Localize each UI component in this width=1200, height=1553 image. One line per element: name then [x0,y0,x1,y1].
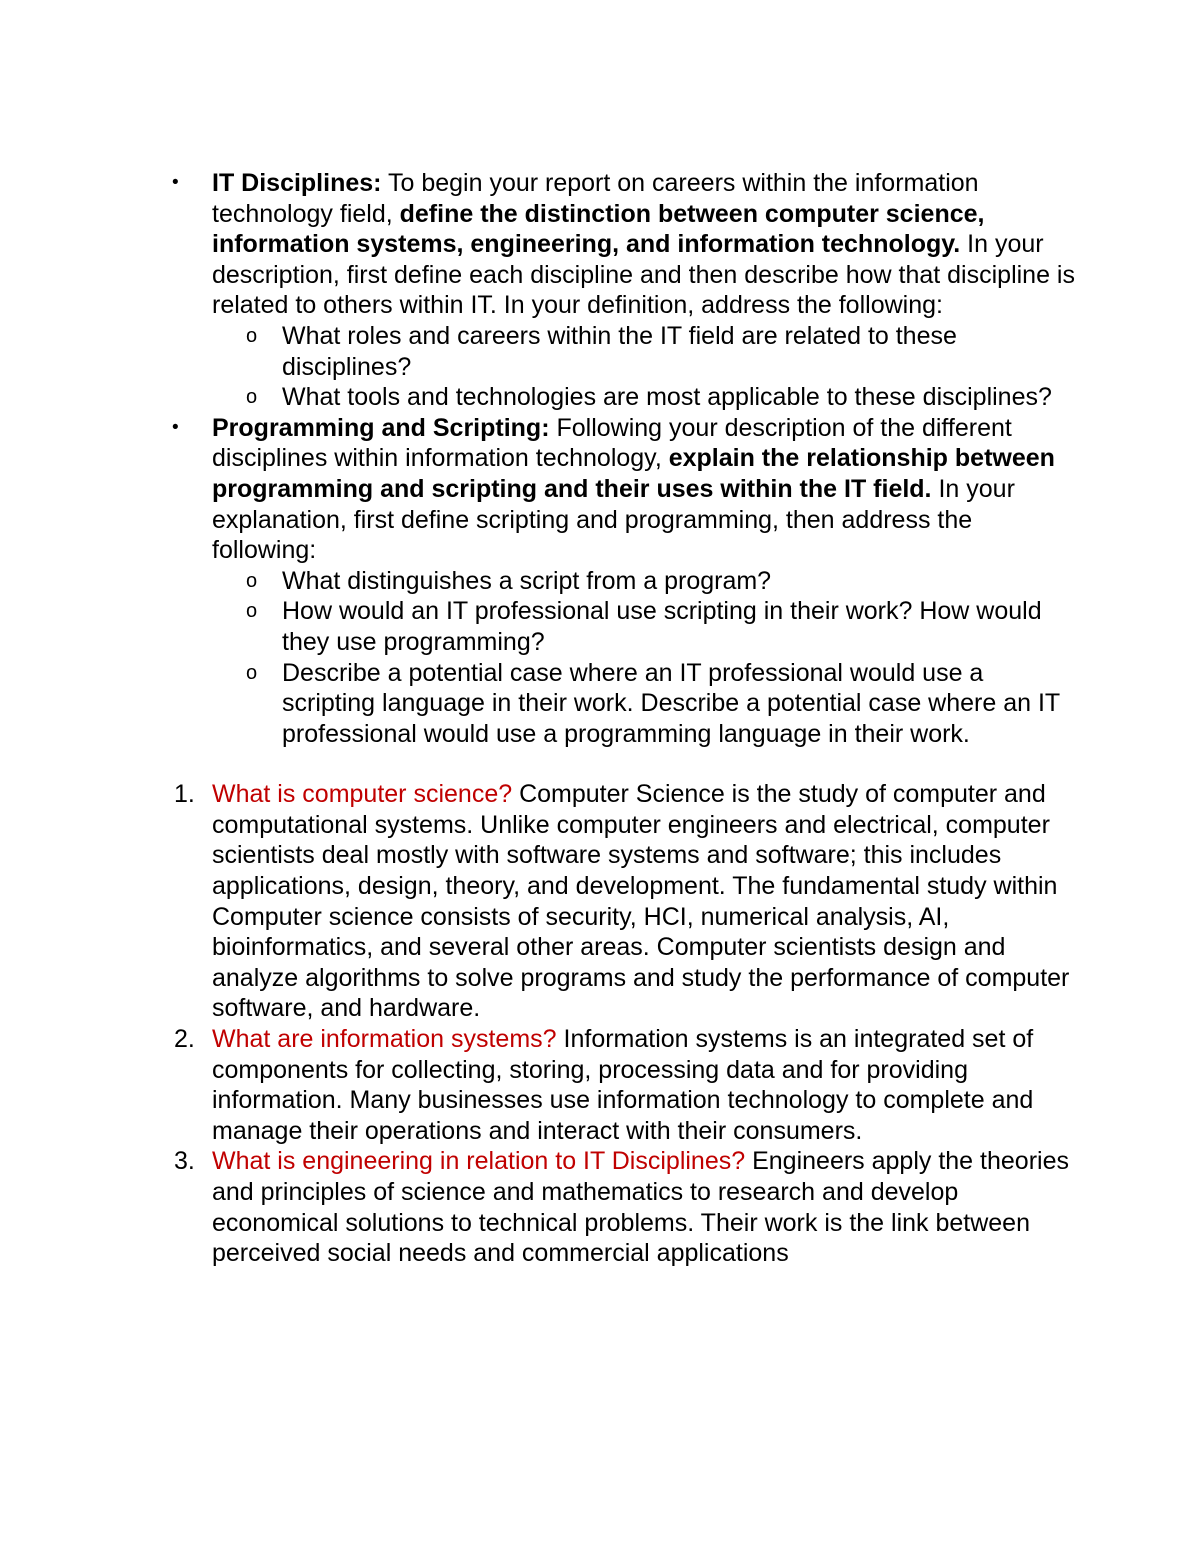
circle-bullet-icon: o [246,324,258,347]
sub-item-text: Describe a potential case where an IT professional would use a scripting language in their work. Describe a potential case where an IT professional would use a programming language in their work. [282,658,1060,748]
answer-item-information-systems [174,1024,1082,1146]
bullet-heading: IT Disciplines: [212,169,382,197]
sub-list [246,321,1082,413]
bullet-icon: • [172,416,179,438]
list-number: 2. [174,1025,195,1054]
circle-bullet-icon: o [246,661,258,684]
answer-paragraph [212,1024,1082,1146]
answer-text: Computer Science is the study of computer and computational systems. Unlike computer engineers and electrical, computer scientists deal mostly with software systems and software; this includes applications, design, theory, and development. The fundamental study within Computer science consists of security, HCI, numerical analysis, AI, bioinformatics, and several other areas. Computer scientists design and analyze algorithms to solve programs and study the performance of computer software, and hardware. [212,780,1070,1023]
question-text: What are information systems? [212,1025,557,1054]
circle-bullet-icon: o [246,386,258,409]
answer-paragraph [212,1146,1082,1268]
bullet-text: In your explanation, first define scripting and programming, then address the following: [212,474,1015,565]
circle-bullet-icon: o [246,569,258,592]
paragraph-spacer [212,749,1082,779]
list-number: 3. [174,1147,195,1176]
sub-list [246,566,1082,750]
bullet-programming-scripting [172,413,1082,750]
bullet-icon: • [172,172,179,193]
bullet-heading: Programming and Scripting: [212,413,550,442]
list-number: 1. [174,780,195,809]
bullet-bold-text: define the distinction between computer science, information systems, engineering, and information technology. [212,199,985,259]
sub-item-text: How would an IT professional use scripting in their work? How would they use programming? [282,597,1042,656]
bullet-text: Following your description of the different disciplines within information technology, [212,413,1012,473]
sub-list-item [246,382,1082,413]
sub-list-item [246,658,1082,750]
sub-item-text: What distinguishes a script from a program? [282,566,772,595]
bullet-paragraph [212,413,1082,566]
answer-text: Information systems is an integrated set of components for collecting, storing, processing data and for providing information. Many businesses use information technology to complete and manage their operations and interact with their consumers. [212,1025,1034,1145]
bullet-text: To begin your report on careers within the information technology field, [212,169,979,228]
bullet-paragraph [212,168,1082,321]
answer-text: Engineers apply the theories and principles of science and mathematics to research and develop economical solutions to technical problems. Their work is the link between perceived social needs and commercial applications [212,1147,1069,1268]
sub-list-item [246,321,1082,382]
sub-item-text: What roles and careers within the IT field are related to these disciplines? [282,321,957,381]
question-text: What is computer science? [212,780,513,809]
question-text: What is engineering in relation to IT Disciplines? [212,1147,746,1176]
bullet-text: In your description, first define each discipline and then describe how that discipline is related to others within IT. In your definition, address the following: [212,230,1075,320]
bullet-bold-text: explain the relationship between programming and scripting and their uses within the IT field. [212,444,1055,503]
answer-paragraph [212,779,1082,1024]
bullet-it-disciplines [172,168,1082,413]
document-body [172,168,1082,1269]
answer-item-computer-science [174,779,1082,1024]
circle-bullet-icon: o [246,600,258,623]
sub-list-item [246,596,1082,657]
sub-item-text: What tools and technologies are most applicable to these disciplines? [282,383,1052,412]
answer-item-engineering [174,1146,1082,1268]
sub-list-item [246,566,1082,597]
